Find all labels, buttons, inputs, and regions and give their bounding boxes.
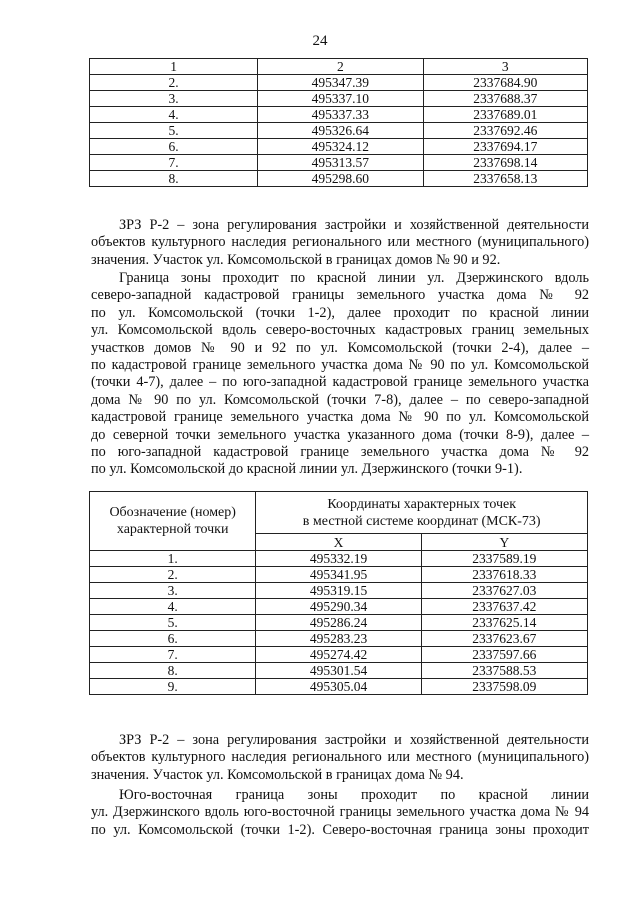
text-line: (точки 4-7), далее – по юго-западной кадастровой границе земельного участка — [91, 374, 589, 391]
text-line: по ул. Комсомольской до красной линии ул. Дзержинского (точки 9-1). — [91, 461, 523, 478]
table-row — [90, 663, 588, 679]
y-column-header: Y — [421, 534, 587, 551]
table-cell: 2 — [258, 59, 423, 75]
table-cell: 7. — [90, 155, 258, 171]
table-cell: 2337588.53 — [421, 663, 587, 679]
table-cell: 2337623.67 — [421, 631, 587, 647]
table-cell: 2337698.14 — [423, 155, 587, 171]
table-row — [90, 551, 588, 567]
table-cell: 495283.23 — [256, 631, 421, 647]
table-cell: 495337.10 — [258, 91, 423, 107]
text-line: объектов культурного наследия регионального или местного (муниципального) — [91, 234, 589, 251]
table-cell: 2337627.03 — [421, 583, 587, 599]
table-cell: 495305.04 — [256, 679, 421, 695]
table-cell: 2337658.13 — [423, 171, 587, 187]
table-cell: 5. — [90, 123, 258, 139]
table-header-row — [90, 492, 588, 534]
table-row — [90, 139, 588, 155]
text-line: Граница зоны проходит по красной линии ул. Дзержинского вдоль — [119, 270, 589, 286]
table-row — [90, 615, 588, 631]
table-cell: 5. — [90, 615, 256, 631]
table-row — [90, 91, 588, 107]
table-cell: 2337692.46 — [423, 123, 587, 139]
table-cell: 3. — [90, 583, 256, 599]
table-cell: 2337618.33 — [421, 567, 587, 583]
table-cell: 495274.42 — [256, 647, 421, 663]
text-line: значения. Участок ул. Комсомольской в границах домов № 90 и 92. — [91, 251, 501, 268]
table-cell: 2. — [90, 75, 258, 91]
text-line: дома № 90 по ул. Комсомольской (точки 7-8), далее – по северо-западной — [91, 391, 589, 408]
table-cell: 2337684.90 — [423, 75, 587, 91]
boundary-description-paragraph — [91, 270, 589, 479]
text-line: северо-западной кадастровой границы земельного участка дома № 92 — [91, 287, 589, 304]
header-line: характерной точки — [116, 522, 229, 537]
zone-heading-paragraph-1 — [91, 217, 589, 269]
table-row — [90, 123, 588, 139]
text-line: ул. Комсомольской вдоль северо-восточных кадастровых границ земельных — [91, 322, 589, 339]
text-line: ЗРЗ Р-2 – зона регулирования застройки и хозяйственной деятельности — [119, 217, 589, 233]
zone-heading-paragraph-2 — [91, 732, 589, 784]
table-row — [90, 567, 588, 583]
table-cell: 3. — [90, 91, 258, 107]
text-line: по ул. Комсомольской (точки 1-2), далее проходит по красной линии — [91, 304, 589, 321]
table-cell: 2337598.09 — [421, 679, 587, 695]
table-cell: 495347.39 — [258, 75, 423, 91]
table-cell: 4. — [90, 599, 256, 615]
table-cell: 8. — [90, 171, 258, 187]
text-line: ЗРЗ Р-2 – зона регулирования застройки и хозяйственной деятельности — [119, 732, 589, 748]
text-line: Юго-восточная граница зоны проходит по красной линии — [119, 787, 589, 803]
table-cell: 495332.19 — [256, 551, 421, 567]
table-cell: 3 — [423, 59, 587, 75]
table-cell: 6. — [90, 139, 258, 155]
table-row — [90, 647, 588, 663]
table-cell: 495337.33 — [258, 107, 423, 123]
text-line: до северной точки земельного участка указанного дома (точки 8-9), далее – — [91, 426, 589, 443]
coordinates-table-1 — [89, 58, 588, 187]
table-cell: 495341.95 — [256, 567, 421, 583]
table-cell: 495286.24 — [256, 615, 421, 631]
text-line: объектов культурного наследия регионального или местного (муниципального) — [91, 749, 589, 766]
table-cell: 1 — [90, 59, 258, 75]
text-line: участков домов № 90 и 92 по ул. Комсомольской (точки 2-4), далее – — [91, 339, 589, 356]
text-line: по ул. Комсомольской (точки 1-2). Северо-восточная граница зоны проходит — [91, 821, 589, 838]
table-row — [90, 599, 588, 615]
text-line: кадастровой границе земельного участка дома № 90 по ул. Комсомольской — [91, 409, 589, 426]
table-cell: 2. — [90, 567, 256, 583]
table-header-row — [90, 59, 588, 75]
table-cell: 495324.12 — [258, 139, 423, 155]
table-cell: 2337689.01 — [423, 107, 587, 123]
table-row — [90, 155, 588, 171]
table-row — [90, 679, 588, 695]
table-cell: 1. — [90, 551, 256, 567]
table-row — [90, 583, 588, 599]
point-designation-header — [90, 492, 256, 551]
table-cell: 7. — [90, 647, 256, 663]
table-cell: 4. — [90, 107, 258, 123]
table-cell: 2337688.37 — [423, 91, 587, 107]
table-cell: 495290.34 — [256, 599, 421, 615]
table-cell: 495326.64 — [258, 123, 423, 139]
page-number: 24 — [312, 33, 328, 49]
table-cell: 6. — [90, 631, 256, 647]
header-line: Обозначение (номер) — [109, 505, 236, 520]
text-line: ул. Дзержинского вдоль юго-восточной границы земельного участка дома № 94 — [91, 804, 589, 821]
coordinates-table-2 — [89, 491, 588, 695]
table-cell: 2337589.19 — [421, 551, 587, 567]
table-cell: 2337625.14 — [421, 615, 587, 631]
coordinates-header — [256, 492, 588, 534]
header-line: в местной системе координат (МСК-73) — [302, 513, 541, 529]
table-cell: 495313.57 — [258, 155, 423, 171]
text-line: по юго-западной кадастровой границе земельного участка дома № 92 — [91, 444, 589, 461]
table-cell: 2337637.42 — [421, 599, 587, 615]
table-row — [90, 75, 588, 91]
text-line: значения. Участок ул. Комсомольской в границах дома № 94. — [91, 766, 464, 783]
table-cell: 495298.60 — [258, 171, 423, 187]
table-cell: 495319.15 — [256, 583, 421, 599]
table-cell: 8. — [90, 663, 256, 679]
text-line: по кадастровой границе земельного участка дома № 90 по ул. Комсомольской — [91, 357, 589, 374]
table-cell: 2337694.17 — [423, 139, 587, 155]
x-column-header: X — [256, 534, 421, 551]
table-row — [90, 171, 588, 187]
header-line: Координаты характерных точек — [327, 496, 517, 512]
table-cell: 495301.54 — [256, 663, 421, 679]
table-row — [90, 631, 588, 647]
boundary-description-paragraph-2 — [91, 787, 589, 839]
table-row — [90, 107, 588, 123]
table-cell: 2337597.66 — [421, 647, 587, 663]
table-cell: 9. — [90, 679, 256, 695]
